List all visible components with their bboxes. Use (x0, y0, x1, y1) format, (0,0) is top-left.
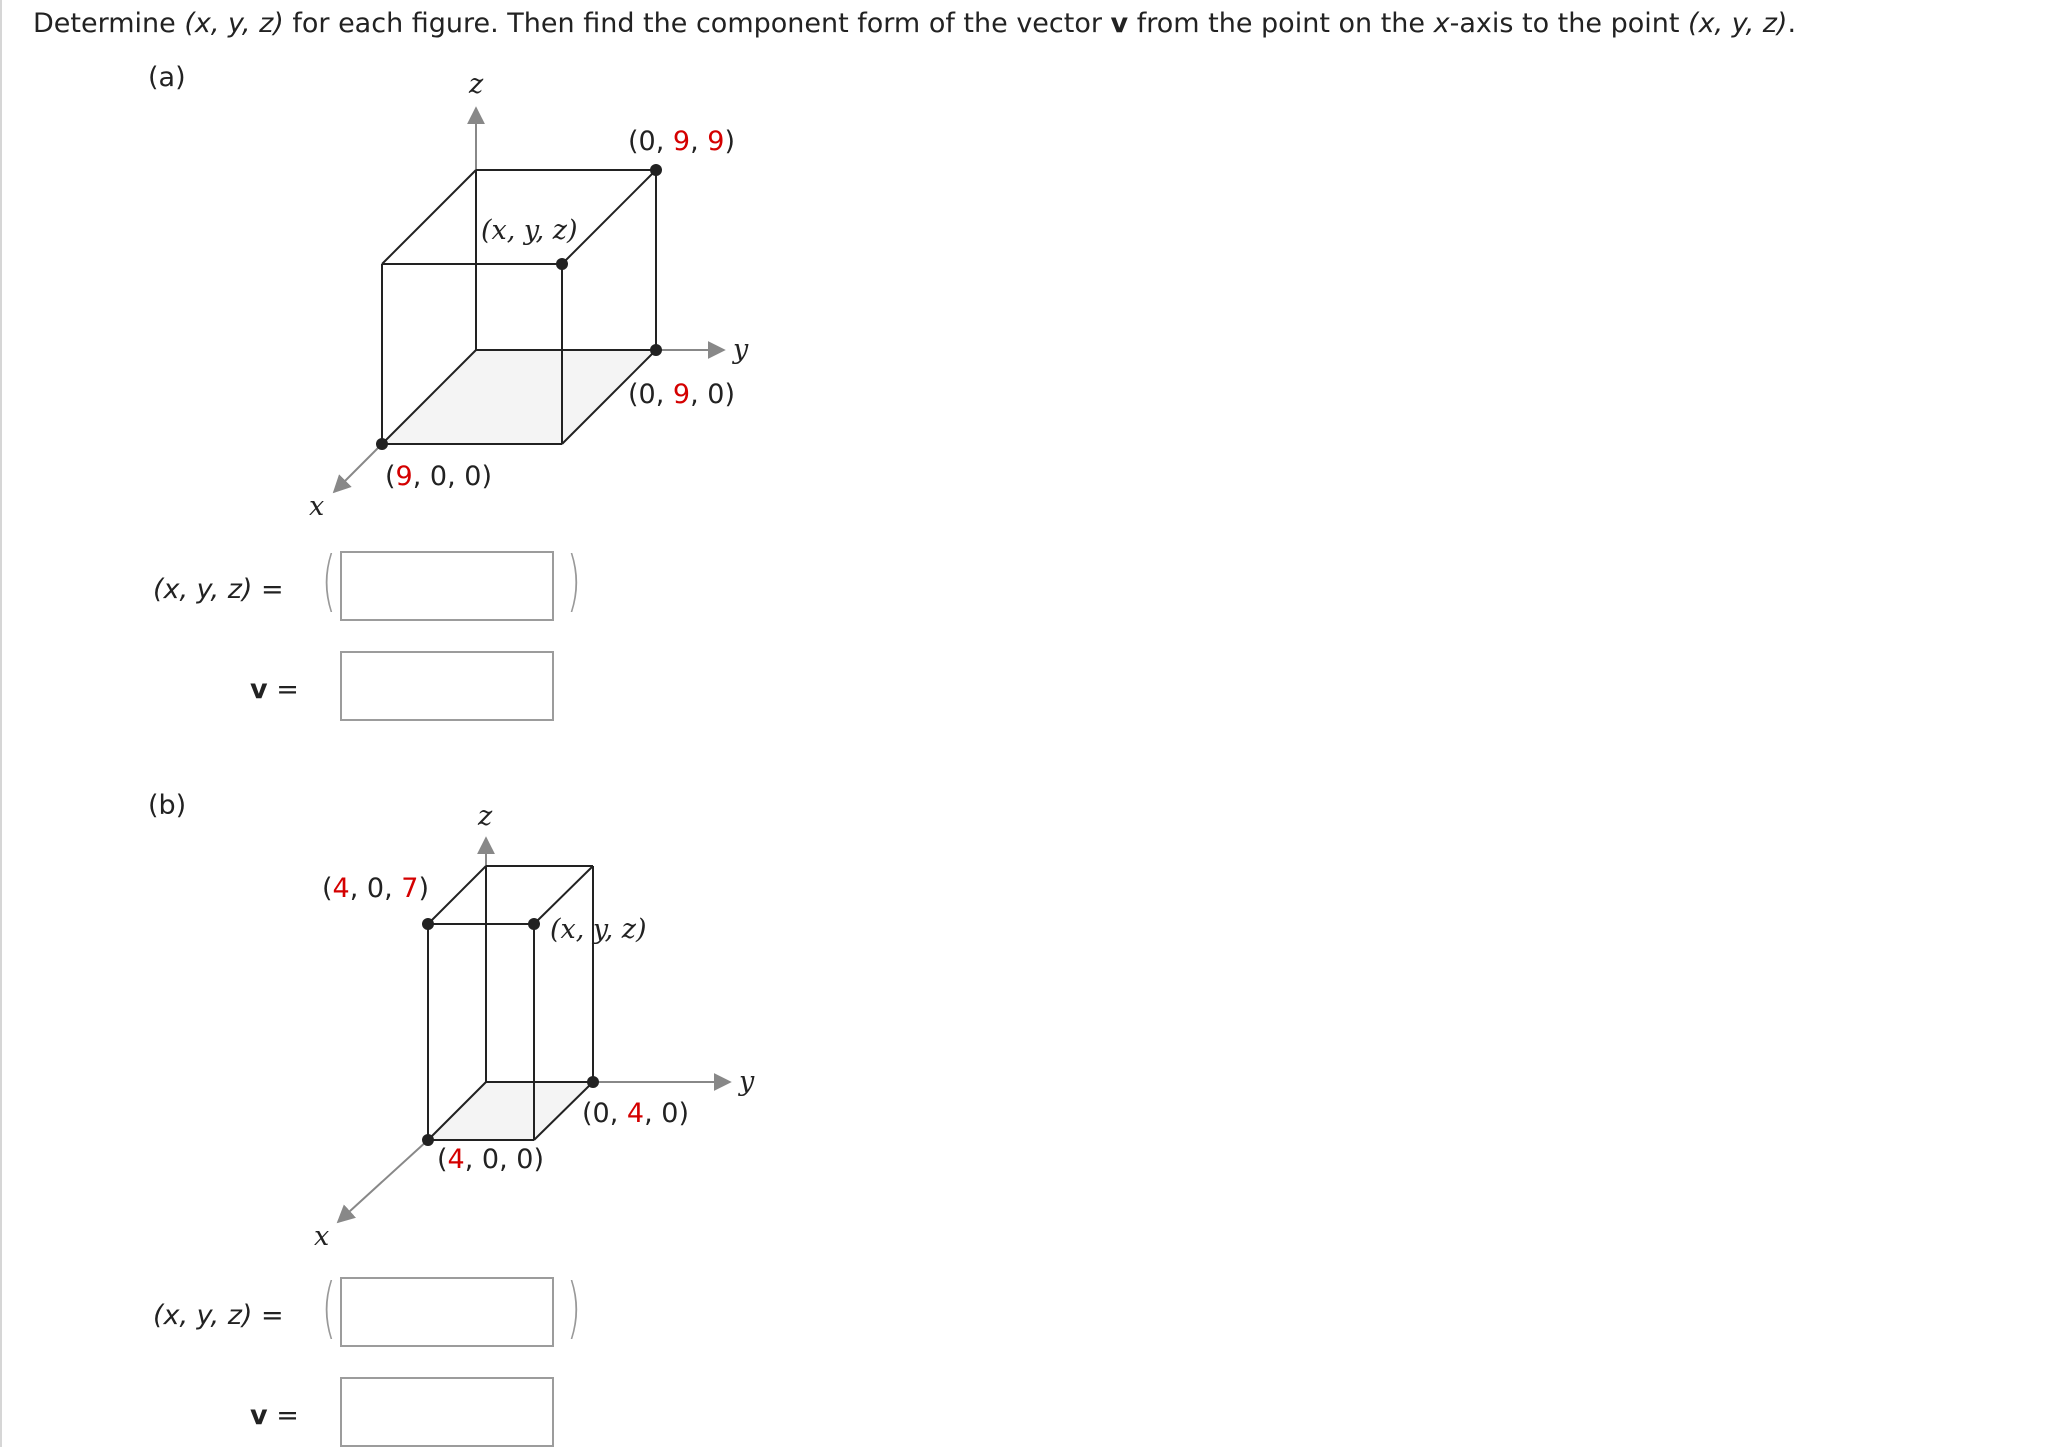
figure-b-point-x-axis (422, 1134, 434, 1146)
part-b-point-label: (x, y, z) = (153, 1300, 284, 1331)
question-prompt: Determine (x, y, z) for each figure. Then find the component form of the vector v from the point on the x-axis to the point (x, y, z). (33, 8, 1797, 39)
figure-a-x-point-label: (9, 0, 0) (385, 461, 492, 492)
figure-b-x-axis (338, 1140, 428, 1222)
part-a-label: (a) (148, 62, 186, 93)
figure-a-y-label: y (733, 334, 749, 365)
part-a-point-label: (x, y, z) = (153, 574, 284, 605)
part-b-point-input[interactable] (340, 1277, 554, 1347)
figure-b-y-point-label: (0, 4, 0) (582, 1098, 689, 1129)
part-b-vector-label: v = (250, 1400, 299, 1431)
figure-b-point-xyz (528, 918, 540, 930)
figure-b-xyz-label: (x, y, z) (550, 914, 647, 945)
figure-b-x-point-label: (4, 0, 0) (437, 1144, 544, 1175)
part-b-vector-input[interactable] (340, 1377, 554, 1447)
figure-b-floor-shade (428, 1082, 593, 1140)
figure-b-x-label: x (314, 1221, 330, 1252)
part-b-label: (b) (148, 790, 187, 821)
figure-a-y-point-label: (0, 9, 0) (628, 379, 735, 410)
part-b-paren-close: ) (566, 1269, 581, 1346)
part-a-vector-label: v = (250, 674, 299, 705)
part-a-paren-open: ( (321, 542, 336, 619)
figure-b-point-y-axis (587, 1076, 599, 1088)
part-b-paren-open: ( (321, 1269, 336, 1346)
figure-a-x-label: x (309, 491, 325, 522)
figure-a-z-label: z (469, 69, 484, 100)
figure-b-top-label: (4, 0, 7) (322, 873, 429, 904)
figure-b-y-label: y (739, 1066, 755, 1097)
figure-a-xyz-label: (x, y, z) (481, 215, 578, 246)
figure-b-point-top (422, 918, 434, 930)
part-a-paren-close: ) (566, 542, 581, 619)
figure-b-z-label: z (478, 801, 493, 832)
figure-a-top-label: (0, 9, 9) (628, 126, 735, 157)
